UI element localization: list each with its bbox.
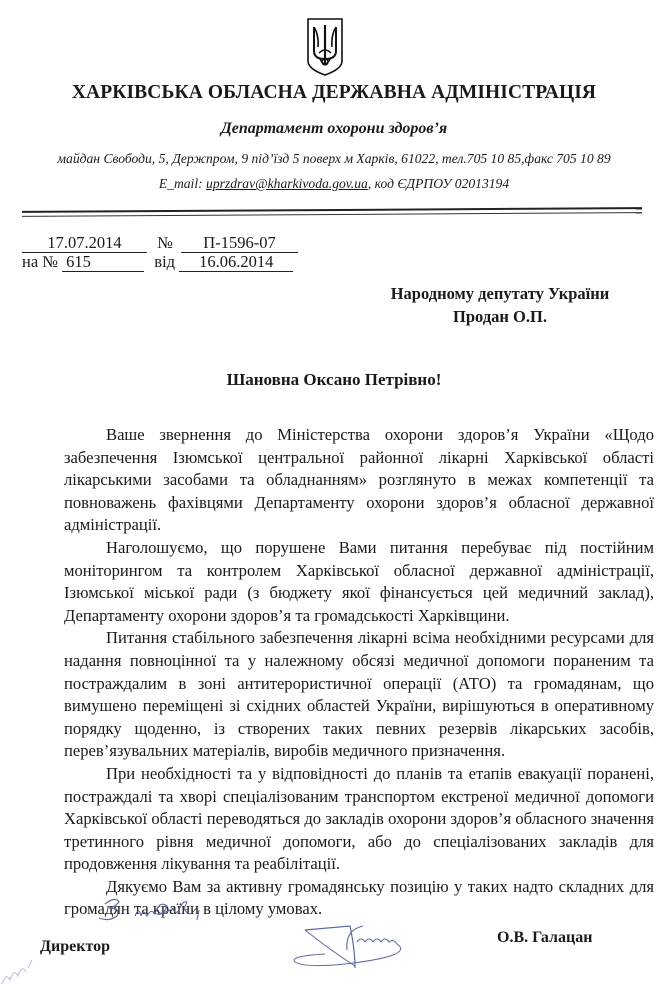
reply-to-date: 16.06.2014 bbox=[179, 253, 293, 272]
edrpou-code: , код ЄДРПОУ 02013194 bbox=[367, 176, 510, 191]
recipient-title: Народному депутату України bbox=[390, 284, 610, 303]
registration-row-incoming bbox=[22, 251, 293, 273]
header-divider-thin bbox=[22, 212, 642, 217]
recipient-name: Продан О.П. bbox=[453, 307, 547, 326]
paragraph: При необхідності та у відповідності до планів та етапів евакуації поранені, постраждалі та хворі спеціалізованим транспортом екстреної медичної допомоги Харківської області переводяться до закладів охорони здоров’я обласного значення третинного рівня медичної допомоги, або до спеціалізованих закладів для продовження лікування та реабілітації. bbox=[64, 763, 654, 874]
trident-emblem-icon bbox=[306, 17, 344, 77]
organization-title: ХАРКІВСЬКА ОБЛАСНА ДЕРЖАВНА АДМІНІСТРАЦІЯ bbox=[71, 82, 597, 103]
signatory-name: О.В. Галацан bbox=[497, 929, 593, 946]
signature-icon bbox=[285, 920, 415, 975]
reply-to-label: на № bbox=[22, 252, 59, 271]
outgoing-date: 17.07.2014 bbox=[22, 234, 147, 253]
email-label: E_mail: bbox=[158, 176, 207, 191]
signatory-role: Директор bbox=[40, 938, 110, 955]
contact-line bbox=[0, 176, 668, 192]
margin-scribble-icon bbox=[0, 950, 40, 988]
paragraph: Наголошуємо, що порушене Вами питання перебуває під постійним моніторингом та контролем Харківської обласної державної адміністрації, Ізюмської міської ради (з бюджету якої фінансується цей медичний заклад), Департаменту охорони здоров’я та громадськості Харківщини. bbox=[64, 537, 654, 625]
paragraph: Питання стабільного забезпечення лікарні всіма необхідними ресурсами для надання повноцінної та у належному обсязі медичної допомоги пораненим та постраждалим в зоні антитерористичної операції (АТО) та громадянам, що вимушено переміщені зі східних областей України, вирішуються в оперативному порядку щоденно, із створених таких певних резервів лікарських засобів, перев’язувальних матеріалів, виробів медичного призначення. bbox=[64, 628, 654, 761]
from-label: від bbox=[154, 252, 176, 271]
number-label: № bbox=[157, 233, 173, 252]
handwritten-regards-icon bbox=[95, 892, 215, 928]
salutation: Шановна Оксано Петрівно! bbox=[226, 370, 442, 389]
paragraph: Дякуємо Вам за активну громадянську позицію у таких надто складних для громадян та країни в цілому умовах. bbox=[64, 876, 654, 919]
outgoing-number: П-1596-07 bbox=[181, 234, 298, 253]
letter-body bbox=[64, 424, 654, 921]
reply-to-number: 615 bbox=[62, 253, 144, 272]
email-link[interactable]: uprzdrav@kharkivoda.gov.ua bbox=[206, 176, 368, 191]
department-title: Департамент охорони здоров’я bbox=[220, 120, 448, 137]
recipient-block bbox=[380, 282, 620, 328]
paragraph: Ваше звернення до Міністерства охорони здоров’я України «Щодо забезпечення Ізюмської центральної районної лікарні Харківської області лікарськими засобами та обладнанням» розглянуто в межах компетенції та повноважень фахівцями Департаменту охорони здоров’я обласної державної адміністрації. bbox=[64, 425, 654, 535]
address-line: майдан Свободи, 5, Держпром, 9 під’їзд 5 поверх м Харків, 61022, тел.705 10 85,факс 705 10 89 bbox=[57, 151, 611, 166]
